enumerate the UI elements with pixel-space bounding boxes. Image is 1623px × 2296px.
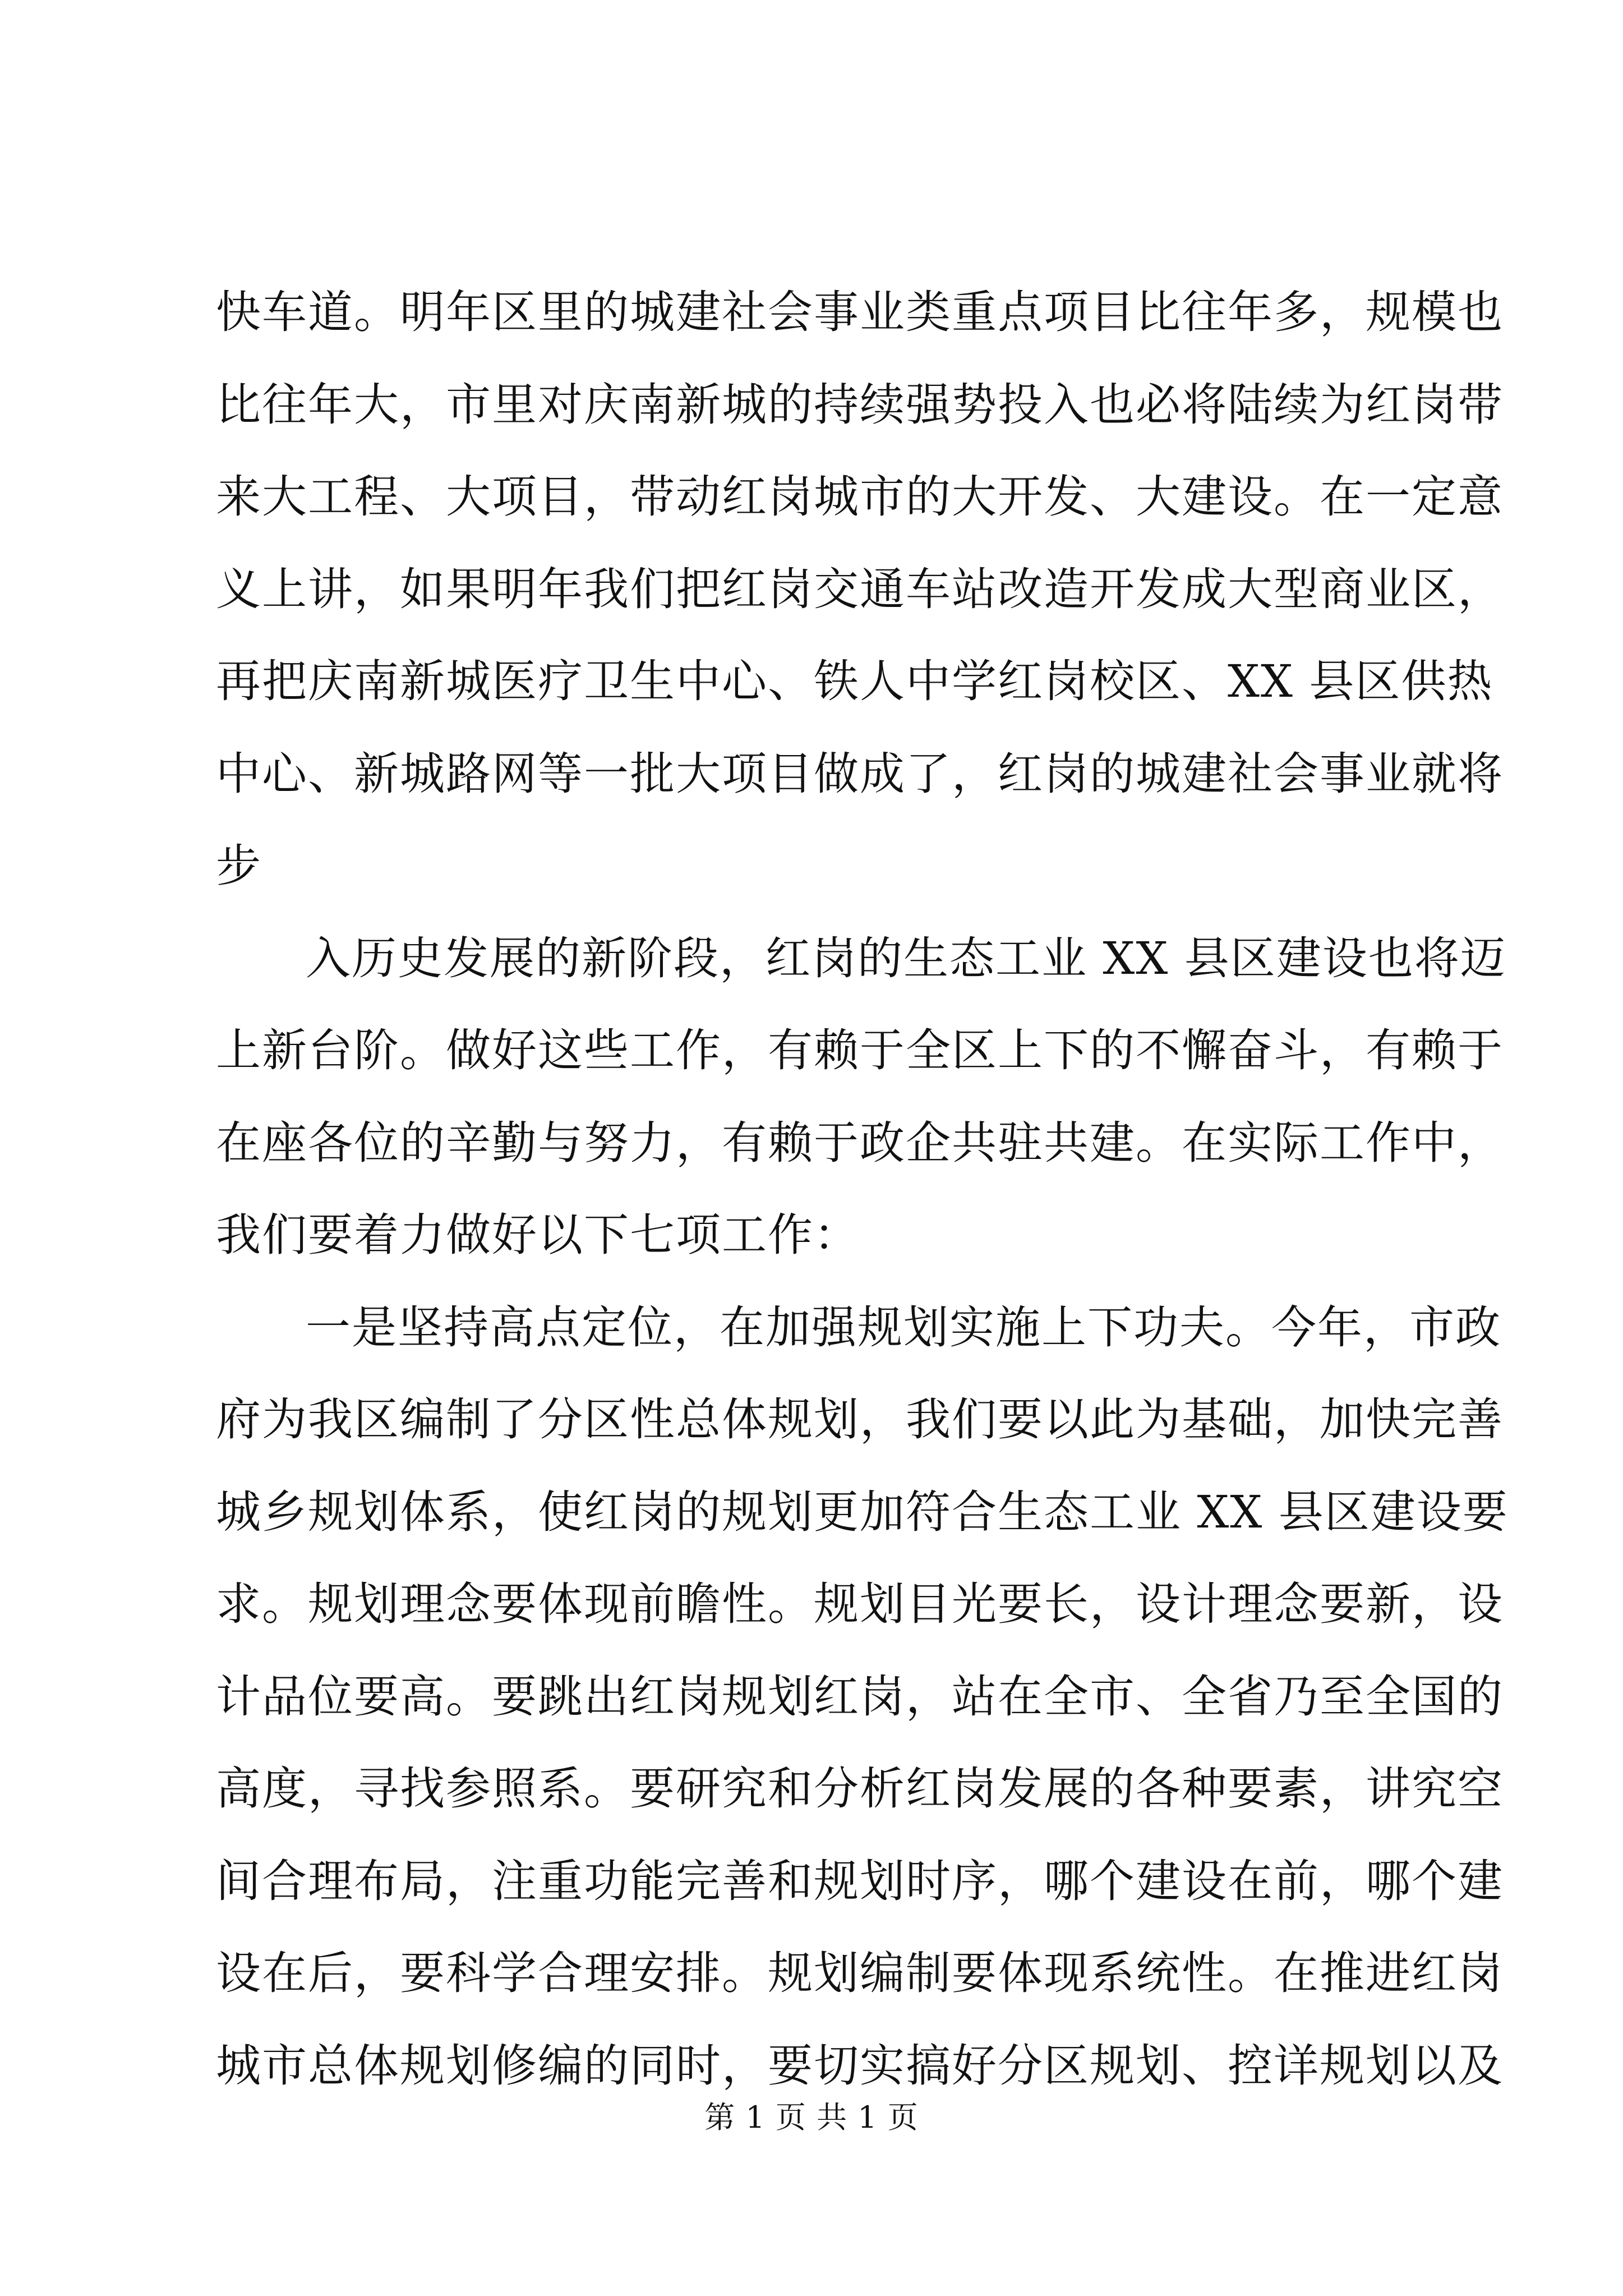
page-number-label: 第 1 页 共 1 页 (704, 2100, 919, 2135)
text-line: 步 (216, 840, 262, 892)
text-line: 府为我区编制了分区性总体规划，我们要以此为基础，加快完善 (216, 1393, 1504, 1446)
text-line: 比往年大，市里对庆南新城的持续强势投入也必将陆续为红岗带 (216, 378, 1504, 431)
text-line: 间合理布局，注重功能完善和规划时序，哪个建设在前，哪个建 (216, 1855, 1504, 1907)
text-line: 义上讲，如果明年我们把红岗交通车站改造开发成大型商业区， (216, 563, 1504, 615)
text-line: 快车道。明年区里的城建社会事业类重点项目比往年多，规模也 (216, 286, 1504, 338)
text-line: 上新台阶。做好这些工作，有赖于全区上下的不懈奋斗，有赖于 (216, 1024, 1504, 1076)
paragraph-start-line: 入历史发展的新阶段，红岗的生态工业 XX 县区建设也将迈 (306, 932, 1506, 984)
document-body (216, 266, 1509, 2112)
text-line: 高度，寻找参照系。要研究和分析红岗发展的各种要素，讲究空 (216, 1763, 1504, 1815)
text-line: 中心、新城路网等一批大项目做成了，红岗的城建社会事业就将 (216, 747, 1504, 800)
text-line: 计品位要高。要跳出红岗规划红岗，站在全市、全省乃至全国的 (216, 1670, 1504, 1723)
text-line: 在座各位的辛勤与努力，有赖于政企共驻共建。在实际工作中， (216, 1116, 1504, 1169)
text-line: 设在后，要科学合理安排。规划编制要体现系统性。在推进红岗 (216, 1947, 1504, 1999)
text-line: 城乡规划体系，使红岗的规划更加符合生态工业 XX 县区建设要 (216, 1485, 1509, 1538)
paragraph-start-line: 一是坚持高点定位，在加强规划实施上下功夫。今年，市政 (306, 1301, 1501, 1354)
text-line: 城市总体规划修编的同时，要切实搞好分区规划、控详规划以及 (216, 2039, 1504, 2092)
text-line: 再把庆南新城医疗卫生中心、铁人中学红岗校区、XX 县区供热 (216, 655, 1493, 707)
page-footer (0, 2095, 1623, 2140)
text-line: 来大工程、大项目，带动红岗城市的大开发、大建设。在一定意 (216, 471, 1504, 523)
text-line: 求。规划理念要体现前瞻性。规划目光要长，设计理念要新，设 (216, 1578, 1504, 1630)
text-line: 我们要着力做好以下七项工作： (216, 1209, 860, 1261)
